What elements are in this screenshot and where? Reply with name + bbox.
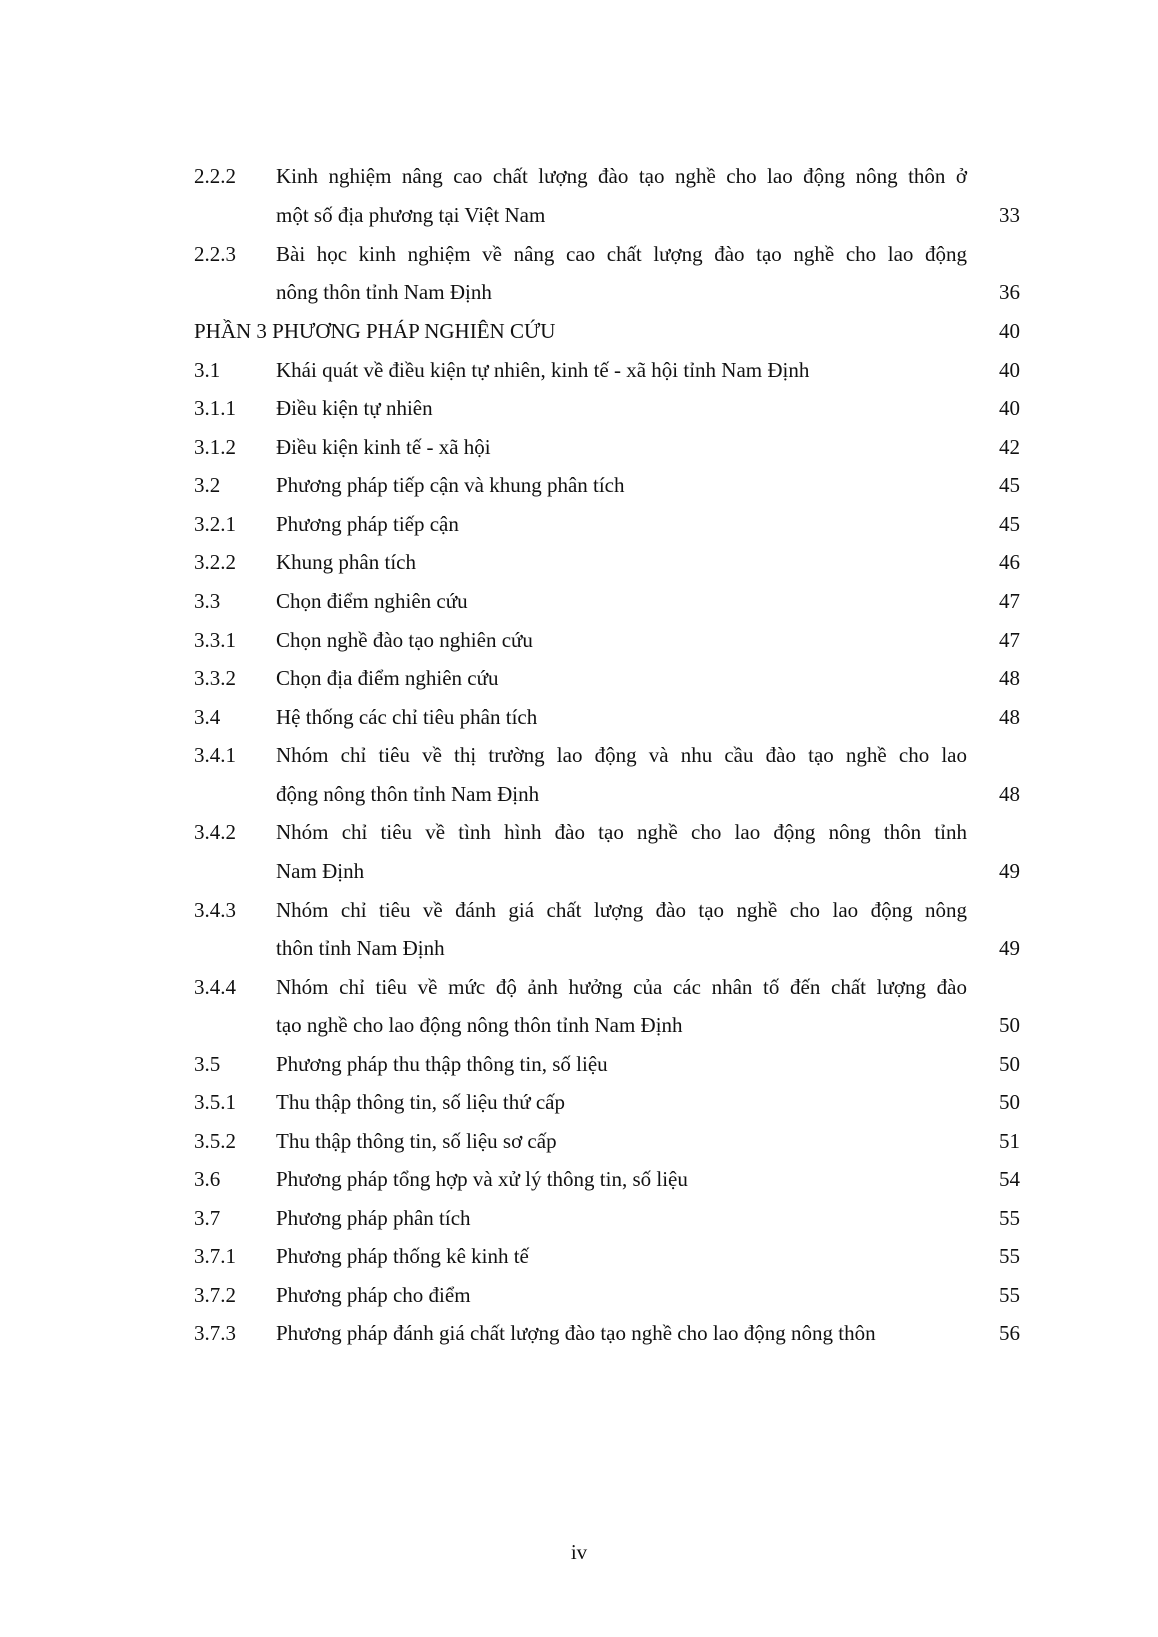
toc-entry-number: 3.3 bbox=[194, 589, 221, 613]
toc-entry-title: Khái quát về điều kiện tự nhiên, kinh tế - xã hội tỉnh Nam Định bbox=[276, 358, 810, 382]
toc-entry-number: 3.4.2 bbox=[194, 820, 236, 844]
toc-entry-title: Phương pháp thống kê kinh tế bbox=[276, 1244, 529, 1268]
toc-entry-title-continued: thôn tỉnh Nam Định bbox=[276, 936, 445, 960]
toc-entry-title: Điều kiện tự nhiên bbox=[276, 396, 433, 420]
toc-entry-page: 50 bbox=[999, 1090, 1020, 1114]
toc-entry-title: Phương pháp đánh giá chất lượng đào tạo nghề cho lao động nông thôn bbox=[276, 1321, 876, 1345]
toc-entry-number: 2.2.3 bbox=[194, 242, 236, 266]
toc-entry-number: 3.7.3 bbox=[194, 1321, 236, 1345]
toc-entry-title-continued: động nông thôn tỉnh Nam Định bbox=[276, 782, 540, 806]
toc-entry-number: 3.3.1 bbox=[194, 628, 236, 652]
toc-entry-page: 49 bbox=[999, 936, 1020, 960]
toc-entry-number: 3.1.1 bbox=[194, 396, 236, 420]
toc-entry-title: Kinh nghiệm nâng cao chất lượng đào tạo nghề cho lao động nông thôn ở bbox=[276, 164, 967, 188]
toc-entry-page: 51 bbox=[999, 1129, 1020, 1153]
toc-entry-page: 54 bbox=[999, 1167, 1020, 1191]
toc-entry-page: 50 bbox=[999, 1013, 1020, 1037]
toc-entry-number: 3.7.1 bbox=[194, 1244, 236, 1268]
toc-entry-number: 3.5.2 bbox=[194, 1129, 236, 1153]
toc-entry-page: 55 bbox=[999, 1244, 1020, 1268]
toc-entry-page: 33 bbox=[999, 203, 1020, 227]
toc-entry-page: 40 bbox=[999, 319, 1020, 343]
toc-entry-number: 3.4 bbox=[194, 705, 221, 729]
toc-entry-number: 3.6 bbox=[194, 1167, 221, 1191]
toc-entry-page: 50 bbox=[999, 1052, 1020, 1076]
toc-entry-title: Phương pháp cho điểm bbox=[276, 1283, 471, 1307]
toc-entry-number: 3.2.2 bbox=[194, 550, 236, 574]
toc-entry-number: 3.1 bbox=[194, 358, 221, 382]
toc-entry-title-continued: một số địa phương tại Việt Nam bbox=[276, 203, 546, 227]
toc-entry-page: 56 bbox=[999, 1321, 1020, 1345]
toc-heading-title: PHẦN 3 PHƯƠNG PHÁP NGHIÊN CỨU bbox=[194, 319, 556, 343]
toc-entry-number: 3.2 bbox=[194, 473, 221, 497]
toc-entry-page: 48 bbox=[999, 666, 1020, 690]
toc-entry-page: 42 bbox=[999, 435, 1020, 459]
toc-entry-title: Nhóm chỉ tiêu về tình hình đào tạo nghề cho lao động nông thôn tỉnh bbox=[276, 820, 967, 844]
toc-entry-number: 3.4.3 bbox=[194, 898, 236, 922]
toc-entry-title: Chọn địa điểm nghiên cứu bbox=[276, 666, 499, 690]
toc-entry-page: 48 bbox=[999, 705, 1020, 729]
toc-entry-page: 40 bbox=[999, 358, 1020, 382]
toc-entry-title: Khung phân tích bbox=[276, 550, 416, 574]
toc-entry-page: 48 bbox=[999, 782, 1020, 806]
toc-entry-title-continued: tạo nghề cho lao động nông thôn tỉnh Nam Định bbox=[276, 1013, 683, 1037]
toc-entry-number: 3.5 bbox=[194, 1052, 221, 1076]
toc-entry-title: Phương pháp tiếp cận và khung phân tích bbox=[276, 473, 625, 497]
toc-entry-page: 45 bbox=[999, 512, 1020, 536]
toc-entry-title: Chọn nghề đào tạo nghiên cứu bbox=[276, 628, 533, 652]
toc-entry-title: Nhóm chỉ tiêu về mức độ ảnh hưởng của các nhân tố đến chất lượng đào bbox=[276, 975, 967, 999]
toc-entry-title: Thu thập thông tin, số liệu thứ cấp bbox=[276, 1090, 566, 1114]
toc-entry-title: Nhóm chỉ tiêu về thị trường lao động và nhu cầu đào tạo nghề cho lao bbox=[276, 743, 967, 767]
toc-entry-page: 47 bbox=[999, 628, 1020, 652]
toc-entry-title-continued: nông thôn tỉnh Nam Định bbox=[276, 280, 492, 304]
toc-entry-page: 36 bbox=[999, 280, 1020, 304]
toc-entry-page: 55 bbox=[999, 1283, 1020, 1307]
toc-entry-page: 45 bbox=[999, 473, 1020, 497]
page-number: iv bbox=[570, 1540, 588, 1564]
toc-entry-number: 3.1.2 bbox=[194, 435, 236, 459]
toc-entry-title: Phương pháp tổng hợp và xử lý thông tin, số liệu bbox=[276, 1167, 688, 1191]
toc-entry-number: 2.2.2 bbox=[194, 164, 236, 188]
toc-entry-title: Nhóm chỉ tiêu về đánh giá chất lượng đào tạo nghề cho lao động nông bbox=[276, 898, 967, 922]
toc-entry-number: 3.5.1 bbox=[194, 1090, 236, 1114]
toc-entry-number: 3.4.1 bbox=[194, 743, 236, 767]
toc-entry-title: Hệ thống các chỉ tiêu phân tích bbox=[276, 705, 538, 729]
toc-entry-title: Chọn điểm nghiên cứu bbox=[276, 589, 468, 613]
toc-entry-number: 3.4.4 bbox=[194, 975, 236, 999]
toc-entry-number: 3.7 bbox=[194, 1206, 221, 1230]
toc-entry-page: 47 bbox=[999, 589, 1020, 613]
toc-entry-page: 40 bbox=[999, 396, 1020, 420]
toc-entry-number: 3.7.2 bbox=[194, 1283, 236, 1307]
toc-entry-number: 3.3.2 bbox=[194, 666, 236, 690]
toc-entry-page: 49 bbox=[999, 859, 1020, 883]
toc-entry-number: 3.2.1 bbox=[194, 512, 236, 536]
toc-entry-page: 55 bbox=[999, 1206, 1020, 1230]
toc-entry-title: Điều kiện kinh tế - xã hội bbox=[276, 435, 491, 459]
toc-entry-title: Phương pháp thu thập thông tin, số liệu bbox=[276, 1052, 608, 1076]
toc-entry-title: Thu thập thông tin, số liệu sơ cấp bbox=[276, 1129, 557, 1153]
toc-entry-title: Phương pháp tiếp cận bbox=[276, 512, 459, 536]
toc-entry-title: Bài học kinh nghiệm về nâng cao chất lượng đào tạo nghề cho lao động bbox=[276, 242, 967, 266]
toc-entry-page: 46 bbox=[999, 550, 1020, 574]
toc-entry-title: Phương pháp phân tích bbox=[276, 1206, 471, 1230]
toc-entry-title-continued: Nam Định bbox=[276, 859, 365, 883]
